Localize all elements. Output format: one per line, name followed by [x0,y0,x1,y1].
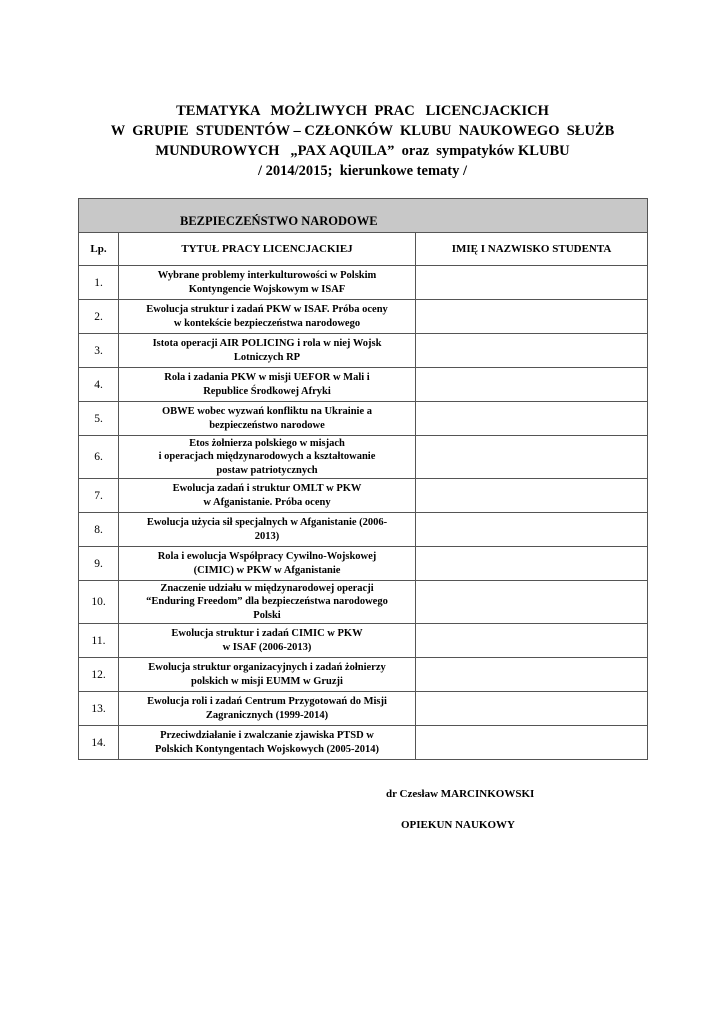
heading-line-1: TEMATYKA MOŻLIWYCH PRAC LICENCJACKICH [176,103,549,119]
thesis-title-cell [119,692,416,726]
row-number: 12. [79,658,119,692]
student-name-cell [416,581,648,624]
student-name-cell [416,658,648,692]
heading-line-3: MUNDUROWYCH „PAX AQUILA” oraz sympatyków KLUBU [155,143,570,159]
thesis-title-cell [119,436,416,479]
table-row [79,624,648,658]
thesis-title-cell [119,547,416,581]
heading-line-4: / 2014/2015; kierunkowe tematy / [257,163,468,179]
thesis-title-line: Znaczenie udziału w międzynarodowej operacji [160,582,374,594]
thesis-title-line: w kontekście bezpieczeństwa narodowego [173,317,361,329]
thesis-title-line: w Afganistanie. Próba oceny [203,496,331,508]
thesis-title-cell [119,726,416,760]
table-row [79,581,648,624]
student-name-cell [416,513,648,547]
topics-table [78,198,648,760]
heading-line-2: W GRUPIE STUDENTÓW – CZŁONKÓW KLUBU NAUKOWEGO SŁUŻB [110,123,615,139]
thesis-title-line: Lotniczych RP [233,351,301,363]
student-name-cell [416,726,648,760]
thesis-title-line: Etos żołnierza polskiego w misjach [189,437,345,449]
student-name-cell [416,624,648,658]
table-row [79,368,648,402]
section-header-row [79,199,648,233]
student-name-cell [416,334,648,368]
thesis-title-line: Polski [253,609,281,621]
thesis-title-cell [119,479,416,513]
document-heading [60,101,665,181]
thesis-title-line: postaw patriotycznych [216,464,318,476]
student-name-cell [416,266,648,300]
row-number: 9. [79,547,119,581]
thesis-title-line: “Enduring Freedom” dla bezpieczeństwa narodowego [146,596,388,608]
row-number: 6. [79,436,119,479]
thesis-title-cell [119,624,416,658]
table-row [79,402,648,436]
thesis-title-line: Przeciwdziałanie i zwalczanie zjawiska PTSD w [160,730,374,741]
thesis-title-cell [119,266,416,300]
row-number: 3. [79,334,119,368]
thesis-title-line: Ewolucja struktur organizacyjnych i zadań żołnierzy [148,662,386,673]
thesis-title-cell [119,658,416,692]
thesis-title-line: Ewolucja struktur i zadań PKW w ISAF. Próba oceny [146,304,388,315]
row-number: 7. [79,479,119,513]
thesis-title-line: Istota operacji AIR POLICING i rola w niej Wojsk [152,338,382,349]
table-row [79,334,648,368]
thesis-title-cell [119,334,416,368]
table-row [79,513,648,547]
thesis-title-cell [119,368,416,402]
table-row [79,436,648,479]
signature-block [386,788,534,831]
student-name-cell [416,300,648,334]
thesis-title-line: Rola i ewolucja Współpracy Cywilno-Wojskowej [157,551,377,562]
supervisor-role: OPIEKUN NAUKOWY [401,819,515,831]
column-header-row [79,233,648,266]
row-number: 14. [79,726,119,760]
column-header-lp: Lp. [79,233,119,266]
thesis-title-line: Kontyngencie Wojskowym w ISAF [188,283,346,295]
section-title: BEZPIECZEŃSTWO NARODOWE [180,214,378,228]
thesis-title-line: Rola i zadania PKW w misji UEFOR w Mali i [164,372,370,383]
thesis-title-line: Ewolucja struktur i zadań CIMIC w PKW [171,628,363,639]
section-header-cell [79,199,648,233]
thesis-title-line: Ewolucja użycia sił specjalnych w Afganistanie (2006- [146,517,388,528]
thesis-title-line: i operacjach międzynarodowych a kształtowanie [158,451,376,463]
thesis-title-line: Republice Środkowej Afryki [203,385,331,397]
thesis-title-line: bezpieczeństwo narodowe [209,419,325,431]
thesis-title-line: Wybrane problemy interkulturowości w Polskim [157,270,377,281]
supervisor-name: dr Czesław MARCINKOWSKI [386,788,535,800]
table-row [79,547,648,581]
thesis-title-line: Ewolucja roli i zadań Centrum Przygotowań do Misji [147,696,387,707]
student-name-cell [416,692,648,726]
student-name-cell [416,436,648,479]
thesis-title-line: w ISAF (2006-2013) [222,641,312,653]
table-row [79,658,648,692]
table-row [79,692,648,726]
student-name-cell [416,479,648,513]
row-number: 11. [79,624,119,658]
thesis-title-line: Ewolucja zadań i struktur OMLT w PKW [172,483,362,494]
table-row [79,266,648,300]
table-row [79,300,648,334]
table-row [79,726,648,760]
row-number: 1. [79,266,119,300]
thesis-title-line: Zagranicznych (1999-2014) [205,709,329,721]
thesis-title-cell [119,513,416,547]
thesis-title-line: 2013) [254,530,280,542]
thesis-title-line: Polskich Kontyngentach Wojskowych (2005-2014) [154,743,380,755]
row-number: 8. [79,513,119,547]
row-number: 4. [79,368,119,402]
column-header-title: TYTUŁ PRACY LICENCJACKIEJ [119,233,416,266]
student-name-cell [416,547,648,581]
column-header-student: IMIĘ I NAZWISKO STUDENTA [416,233,648,266]
table-row [79,479,648,513]
row-number: 2. [79,300,119,334]
thesis-title-line: polskich w misji EUMM w Gruzji [191,675,343,687]
thesis-title-cell [119,581,416,624]
row-number: 10. [79,581,119,624]
row-number: 5. [79,402,119,436]
student-name-cell [416,368,648,402]
student-name-cell [416,402,648,436]
row-number: 13. [79,692,119,726]
thesis-title-line: (CIMIC) w PKW w Afganistanie [193,564,341,576]
thesis-title-line: OBWE wobec wyzwań konfliktu na Ukrainie a [161,406,373,417]
thesis-title-cell [119,300,416,334]
thesis-title-cell [119,402,416,436]
